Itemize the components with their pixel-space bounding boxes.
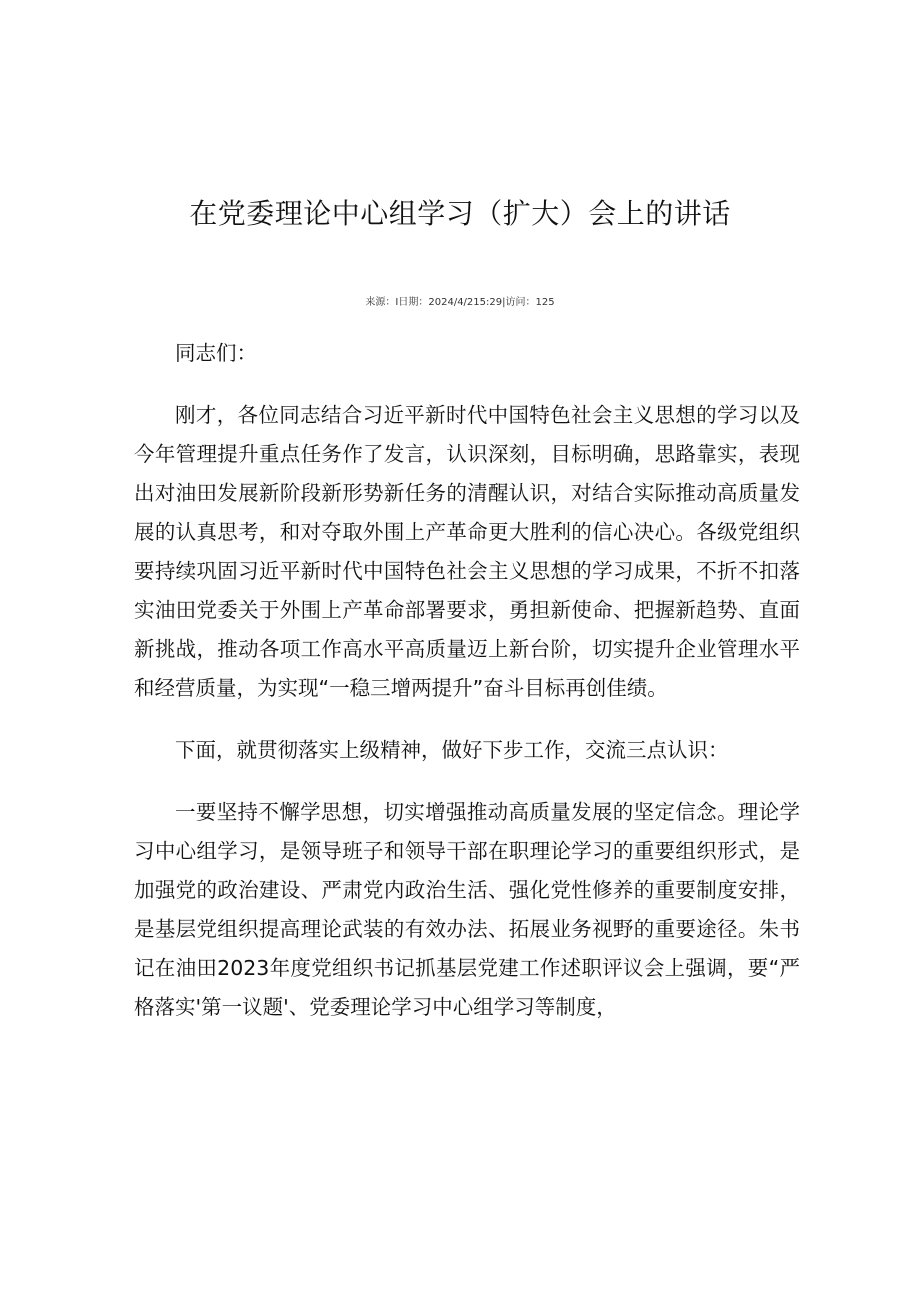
body-paragraph: 刚才，各位同志结合习近平新时代中国特色社会主义思想的学习以及今年管理提升重点任务作了发言，认识深刻，目标明确，思路靠实，表现出对油田发展新阶段新形势新任务的清醒认识，对结合实际推动高质量发展的认真思考，和对夺取外围上产革命更大胜利的信心决心。各级党组织要持续巩固习近平新时代中国特色社会主义思想的学习成果，不折不扣落实油田党委关于外围上产革命部署要求，勇担新使命、把握新趋势、直面新挑战，推动各项工作高水平高质量迈上新台阶，切实提升企业管理水平和经营质量，为实现“一稳三增两提升”奋斗目标再创佳绩。	[134, 403, 800, 700]
document-body	[134, 334, 800, 1027]
greeting-paragraph: 同志们：	[175, 341, 257, 365]
document-meta: 来源：I日期：2024/4/215:29|访问：125	[365, 297, 555, 308]
document-title: 在党委理论中心组学习（扩大）会上的讲话	[189, 197, 731, 230]
body-paragraph: 一要坚持不懈学思想，切实增强推动高质量发展的坚定信念。理论学习中心组学习，是领导班子和领导干部在职理论学习的重要组织形式，是加强党的政治建设、严肃党内政治生活、强化党性修养的重要制度安排，是基层党组织提高理论武装的有效办法、拓展业务视野的重要途径。朱书记在油田2023年度党组织书记抓基层党建工作述职评议会上强调，要“严格落实'第一议题'、党委理论学习中心组学习等制度，	[134, 800, 800, 1019]
body-paragraph: 下面，就贯彻落实上级精神，做好下步工作，交流三点认识：	[175, 738, 729, 762]
